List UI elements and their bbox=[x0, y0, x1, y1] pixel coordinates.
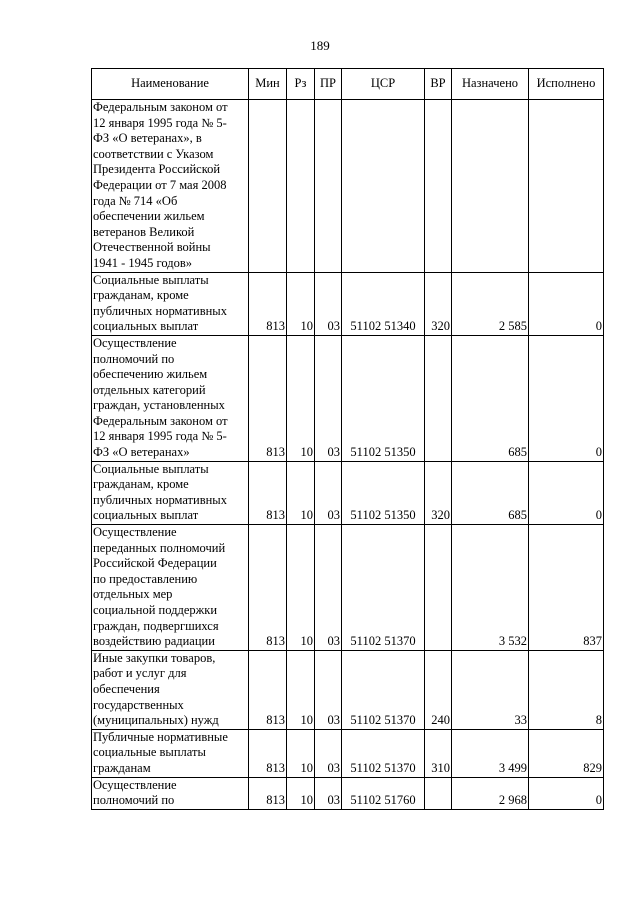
row-pr: 03 bbox=[315, 525, 342, 651]
row-csr: 51102 51350 bbox=[342, 335, 425, 461]
row-executed: 0 bbox=[529, 335, 604, 461]
row-csr: 51102 51350 bbox=[342, 461, 425, 524]
row-assigned: 3 532 bbox=[452, 525, 529, 651]
row-pr: 03 bbox=[315, 461, 342, 524]
header-executed: Исполнено bbox=[529, 69, 604, 100]
row-executed: 0 bbox=[529, 777, 604, 809]
row-vr: 240 bbox=[425, 650, 452, 729]
row-executed: 0 bbox=[529, 272, 604, 335]
row-rz: 10 bbox=[287, 777, 315, 809]
row-name: Осуществление полномочий по обеспечению жильем отдельных категорий граждан, установленных Федеральным законом от 12 января 1995 года № 5- ФЗ «О ветеранах» bbox=[92, 335, 249, 461]
row-csr: 51102 51370 bbox=[342, 525, 425, 651]
row-assigned: 2 968 bbox=[452, 777, 529, 809]
header-csr: ЦСР bbox=[342, 69, 425, 100]
row-name: Осуществление полномочий по bbox=[92, 777, 249, 809]
row-vr bbox=[425, 100, 452, 273]
table-row bbox=[92, 525, 604, 651]
row-executed: 0 bbox=[529, 461, 604, 524]
row-vr: 320 bbox=[425, 272, 452, 335]
row-vr bbox=[425, 335, 452, 461]
row-name: Осуществление переданных полномочий Российской Федерации по предоставлению отдельных мер социальной поддержки граждан, подвергшихся воздействию радиации bbox=[92, 525, 249, 651]
table-row bbox=[92, 272, 604, 335]
row-assigned: 33 bbox=[452, 650, 529, 729]
row-min: 813 bbox=[249, 650, 287, 729]
row-pr: 03 bbox=[315, 335, 342, 461]
row-min: 813 bbox=[249, 777, 287, 809]
row-pr: 03 bbox=[315, 650, 342, 729]
row-csr: 51102 51340 bbox=[342, 272, 425, 335]
row-assigned: 685 bbox=[452, 461, 529, 524]
header-rz: Рз bbox=[287, 69, 315, 100]
row-name: Федеральным законом от 12 января 1995 года № 5- ФЗ «О ветеранах», в соответствии с Указом Президента Российской Федерации от 7 мая 2008 года № 714 «Об обеспечении жильем ветеранов Великой Отечественной войны 1941 - 1945 годов» bbox=[92, 100, 249, 273]
row-executed: 837 bbox=[529, 525, 604, 651]
header-pr: ПР bbox=[315, 69, 342, 100]
row-name: Иные закупки товаров, работ и услуг для обеспечения государственных (муниципальных) нужд bbox=[92, 650, 249, 729]
header-name: Наименование bbox=[92, 69, 249, 100]
row-rz: 10 bbox=[287, 272, 315, 335]
row-name: Публичные нормативные социальные выплаты гражданам bbox=[92, 729, 249, 777]
row-vr: 310 bbox=[425, 729, 452, 777]
row-executed bbox=[529, 100, 604, 273]
row-vr bbox=[425, 525, 452, 651]
header-row bbox=[92, 69, 604, 100]
table-row bbox=[92, 650, 604, 729]
row-min: 813 bbox=[249, 729, 287, 777]
row-executed: 8 bbox=[529, 650, 604, 729]
table-row bbox=[92, 100, 604, 273]
table-row bbox=[92, 461, 604, 524]
row-rz: 10 bbox=[287, 729, 315, 777]
row-min: 813 bbox=[249, 461, 287, 524]
row-pr: 03 bbox=[315, 777, 342, 809]
row-csr: 51102 51760 bbox=[342, 777, 425, 809]
budget-table bbox=[91, 68, 604, 810]
row-assigned: 685 bbox=[452, 335, 529, 461]
row-vr: 320 bbox=[425, 461, 452, 524]
header-vr: ВР bbox=[425, 69, 452, 100]
row-assigned: 2 585 bbox=[452, 272, 529, 335]
row-min: 813 bbox=[249, 335, 287, 461]
row-rz: 10 bbox=[287, 335, 315, 461]
row-assigned: 3 499 bbox=[452, 729, 529, 777]
header-assigned: Назначено bbox=[452, 69, 529, 100]
row-rz: 10 bbox=[287, 525, 315, 651]
row-executed: 829 bbox=[529, 729, 604, 777]
row-name: Социальные выплаты гражданам, кроме публичных нормативных социальных выплат bbox=[92, 461, 249, 524]
row-min: 813 bbox=[249, 272, 287, 335]
row-pr: 03 bbox=[315, 729, 342, 777]
row-min bbox=[249, 100, 287, 273]
row-min: 813 bbox=[249, 525, 287, 651]
row-rz: 10 bbox=[287, 650, 315, 729]
row-csr: 51102 51370 bbox=[342, 650, 425, 729]
row-rz: 10 bbox=[287, 461, 315, 524]
row-pr bbox=[315, 100, 342, 273]
page-number: 189 bbox=[310, 38, 330, 53]
table-row bbox=[92, 777, 604, 809]
row-assigned bbox=[452, 100, 529, 273]
row-name: Социальные выплаты гражданам, кроме публичных нормативных социальных выплат bbox=[92, 272, 249, 335]
row-vr bbox=[425, 777, 452, 809]
row-csr bbox=[342, 100, 425, 273]
table-row bbox=[92, 729, 604, 777]
header-min: Мин bbox=[249, 69, 287, 100]
row-csr: 51102 51370 bbox=[342, 729, 425, 777]
row-rz bbox=[287, 100, 315, 273]
table-row bbox=[92, 335, 604, 461]
row-pr: 03 bbox=[315, 272, 342, 335]
